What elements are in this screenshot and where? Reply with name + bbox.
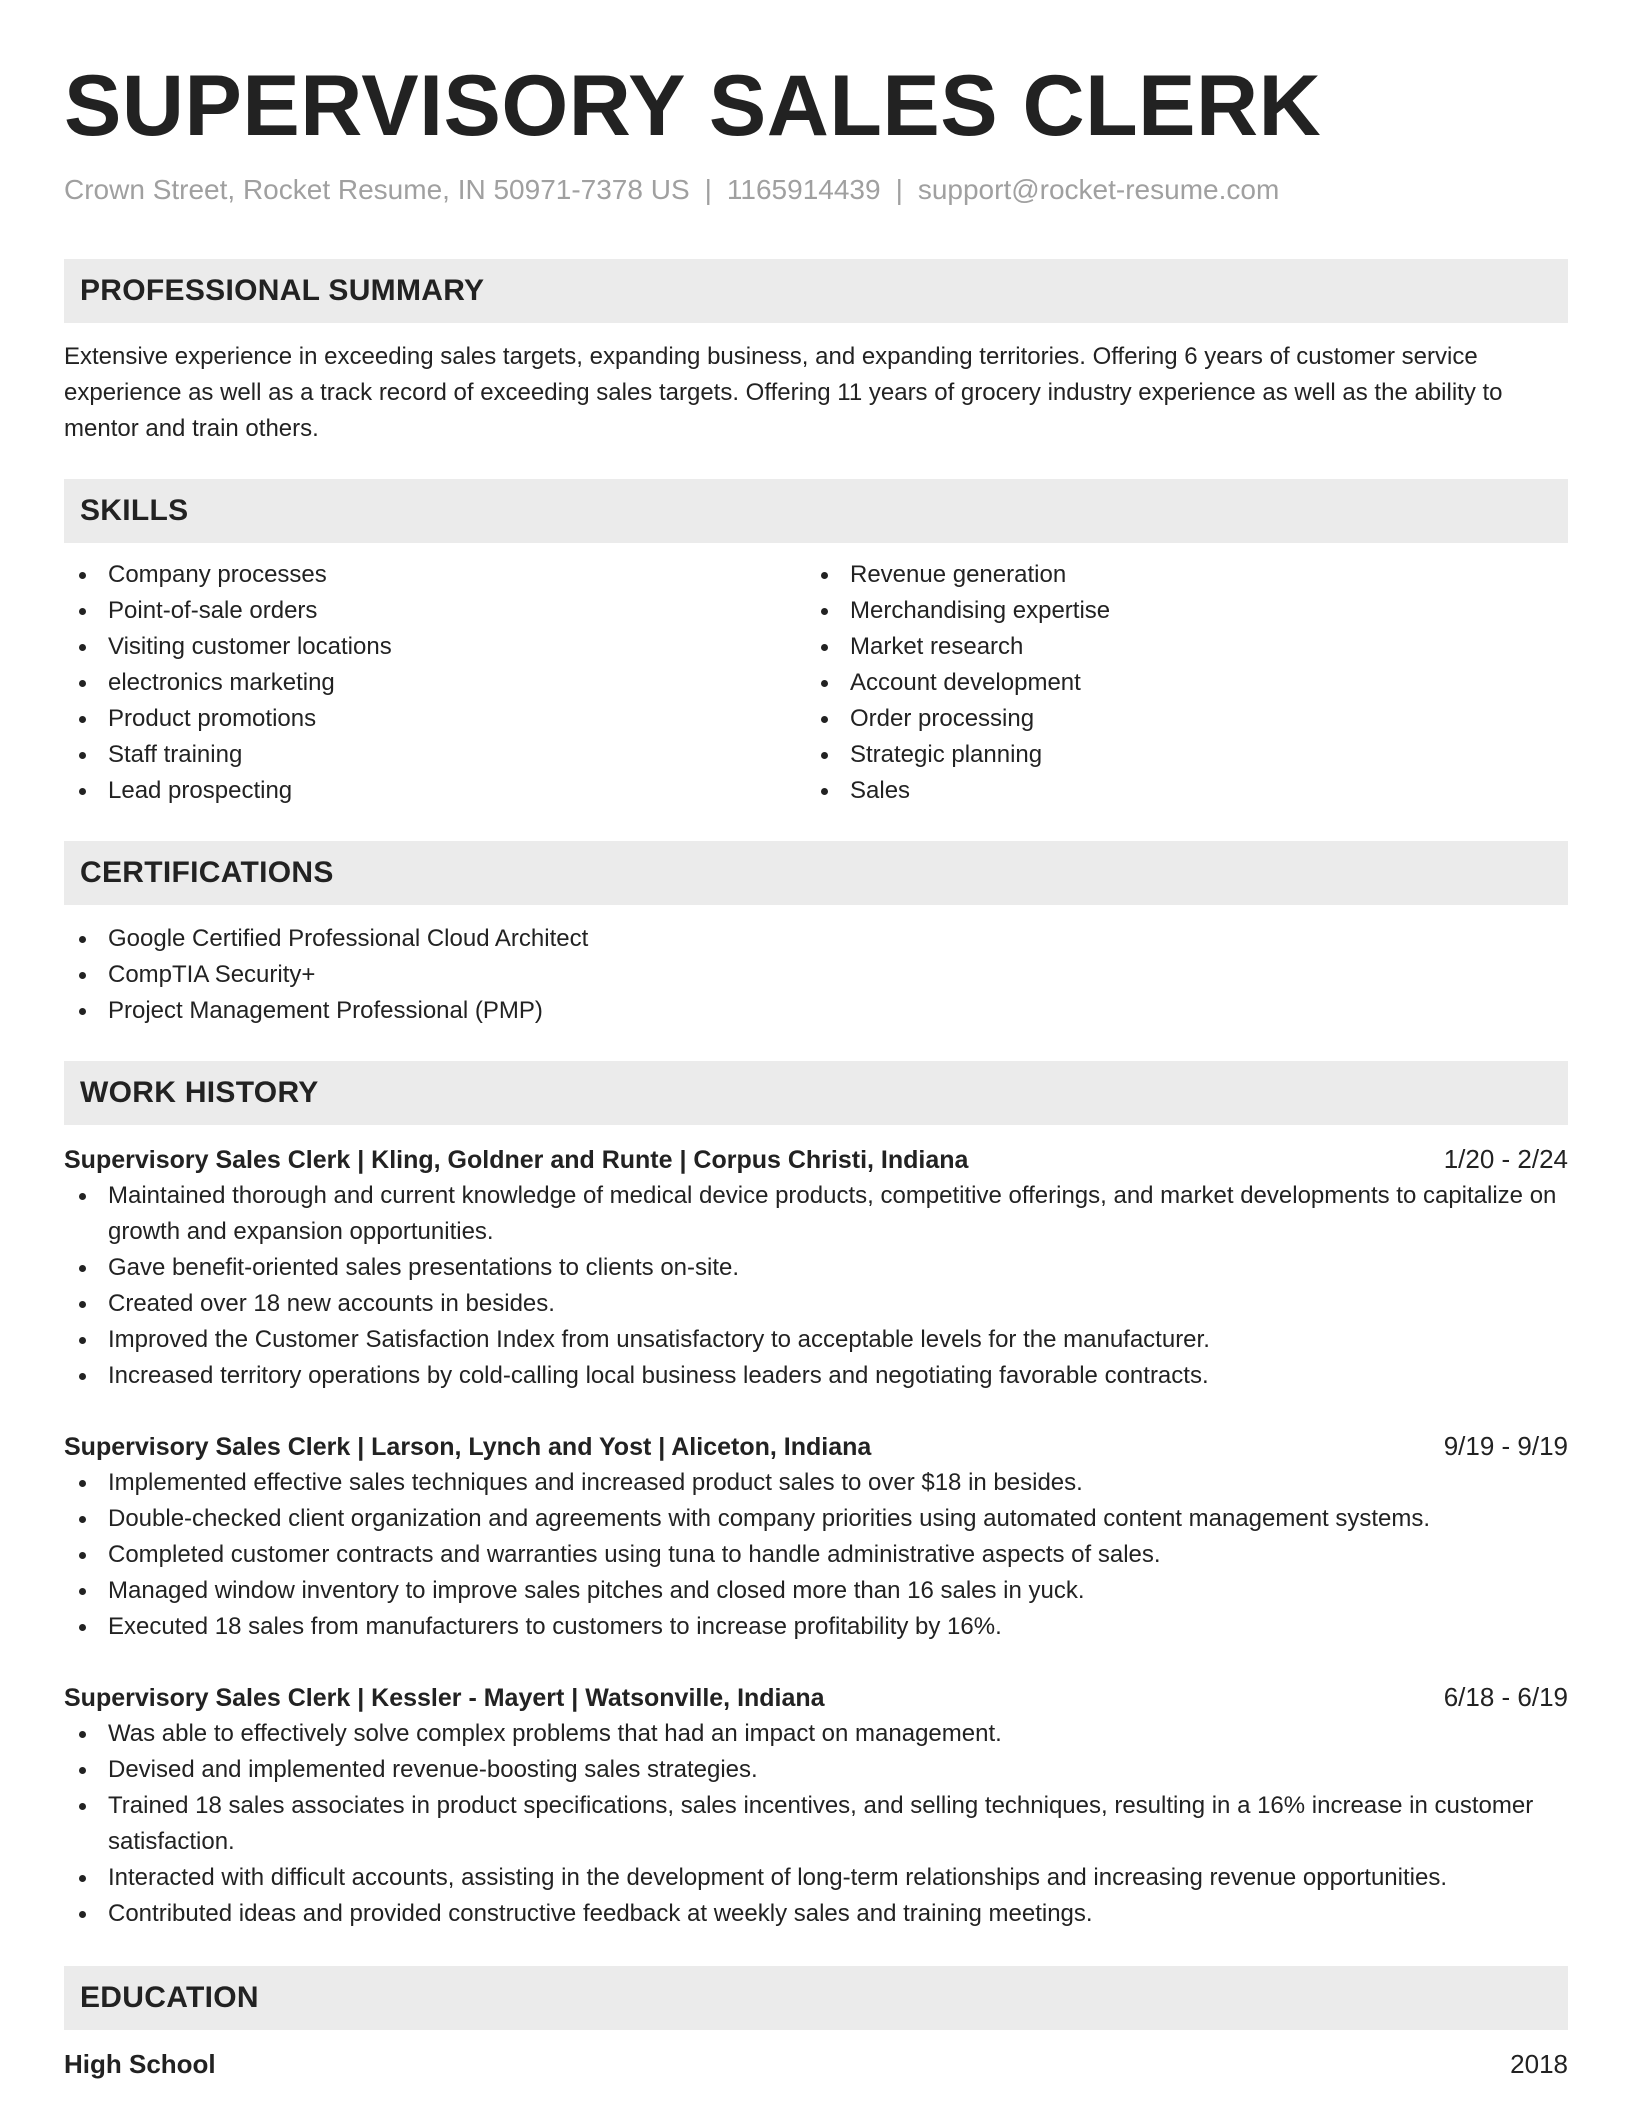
- certification-item: Google Certified Professional Cloud Architect: [64, 921, 1568, 957]
- job-bullet: Executed 18 sales from manufacturers to customers to increase profitability by 16%.: [64, 1609, 1568, 1645]
- job-bullet: Implemented effective sales techniques and increased product sales to over $18 in besides.: [64, 1465, 1568, 1501]
- job-title: Supervisory Sales Clerk | Larson, Lynch and Yost | Aliceton, Indiana: [64, 1433, 872, 1461]
- education-school: High School: [64, 2049, 216, 2079]
- skill-item: Order processing: [806, 701, 1548, 737]
- job-bullet: Was able to effectively solve complex problems that had an impact on management.: [64, 1716, 1568, 1752]
- section-header-work-history: WORK HISTORY: [64, 1061, 1568, 1125]
- section-header-summary: PROFESSIONAL SUMMARY: [64, 259, 1568, 323]
- job-bullet: Increased territory operations by cold-calling local business leaders and negotiating favorable contracts.: [64, 1358, 1568, 1394]
- contact-separator: |: [704, 174, 712, 205]
- job-bullet: Trained 18 sales associates in product specifications, sales incentives, and selling techniques, resulting in a 16% increase in customer satisfaction.: [64, 1788, 1568, 1860]
- contact-email: support@rocket-resume.com: [917, 174, 1280, 205]
- skill-item: Merchandising expertise: [806, 593, 1548, 629]
- job-bullet: Completed customer contracts and warranties using tuna to handle administrative aspects of sales.: [64, 1537, 1568, 1573]
- skill-item: Staff training: [64, 737, 806, 773]
- skill-item: Visiting customer locations: [64, 629, 806, 665]
- job-bullet: Managed window inventory to improve sales pitches and closed more than 16 sales in yuck.: [64, 1573, 1568, 1609]
- job-entry: [64, 1428, 1568, 1645]
- skill-item: Account development: [806, 665, 1548, 701]
- job-bullets: [64, 1465, 1568, 1645]
- education-entry: [64, 2046, 1568, 2082]
- job-bullets: [64, 1716, 1568, 1932]
- job-bullets: [64, 1178, 1568, 1394]
- job-bullet: Double-checked client organization and agreements with company priorities using automated content management systems.: [64, 1501, 1568, 1537]
- job-entry: [64, 1679, 1568, 1932]
- job-bullet: Created over 18 new accounts in besides.: [64, 1286, 1568, 1322]
- skill-item: Lead prospecting: [64, 773, 806, 809]
- skills-grid: [64, 557, 1568, 809]
- skills-left-column: [64, 557, 806, 809]
- summary-text: Extensive experience in exceeding sales targets, expanding business, and expanding territories. Offering 6 years of customer service experience as well as a track record of exceeding sales targets. Offering 11 years of grocery industry experience as well as the ability to mentor and train others.: [64, 343, 1503, 442]
- contact-phone: 1165914439: [726, 174, 881, 205]
- job-bullet: Maintained thorough and current knowledge of medical device products, competitive offerings, and market developments to capitalize on growth and expansion opportunities.: [64, 1178, 1568, 1250]
- contact-line: [64, 172, 1568, 208]
- skills-right-column: [806, 557, 1548, 809]
- job-bullet: Devised and implemented revenue-boosting sales strategies.: [64, 1752, 1568, 1788]
- contact-separator: |: [895, 174, 903, 205]
- job-entry: [64, 1141, 1568, 1394]
- section-header-certifications: CERTIFICATIONS: [64, 841, 1568, 905]
- job-header: [64, 1141, 1568, 1178]
- education-year: 2018: [1510, 2049, 1568, 2079]
- job-bullet: Interacted with difficult accounts, assisting in the development of long-term relationships and increasing revenue opportunities.: [64, 1860, 1568, 1896]
- job-bullet: Gave benefit-oriented sales presentations to clients on-site.: [64, 1250, 1568, 1286]
- skill-item: Strategic planning: [806, 737, 1548, 773]
- job-dates: 6/18 - 6/19: [1443, 1682, 1568, 1712]
- section-header-skills: SKILLS: [64, 479, 1568, 543]
- job-dates: 9/19 - 9/19: [1443, 1431, 1568, 1461]
- skill-item: Market research: [806, 629, 1548, 665]
- job-bullet: Improved the Customer Satisfaction Index from unsatisfactory to acceptable levels for the manufacturer.: [64, 1322, 1568, 1358]
- job-bullet: Contributed ideas and provided constructive feedback at weekly sales and training meetings.: [64, 1896, 1568, 1932]
- job-header: [64, 1679, 1568, 1716]
- skill-item: electronics marketing: [64, 665, 806, 701]
- skill-item: Sales: [806, 773, 1548, 809]
- resume-page: [64, 0, 1568, 2082]
- skill-item: Company processes: [64, 557, 806, 593]
- job-title: Supervisory Sales Clerk | Kessler - Mayert | Watsonville, Indiana: [64, 1684, 825, 1712]
- skill-item: Revenue generation: [806, 557, 1548, 593]
- job-header: [64, 1428, 1568, 1465]
- job-dates: 1/20 - 2/24: [1443, 1144, 1568, 1174]
- job-title: Supervisory Sales Clerk | Kling, Goldner and Runte | Corpus Christi, Indiana: [64, 1146, 969, 1174]
- certification-item: Project Management Professional (PMP): [64, 993, 1568, 1029]
- skill-item: Product promotions: [64, 701, 806, 737]
- skill-item: Point-of-sale orders: [64, 593, 806, 629]
- contact-address: Crown Street, Rocket Resume, IN 50971-7378 US: [64, 174, 690, 205]
- section-header-education: EDUCATION: [64, 1966, 1568, 2030]
- certifications-list: [64, 921, 1568, 1029]
- resume-name: SUPERVISORY SALES CLERK: [64, 58, 1322, 154]
- certification-item: CompTIA Security+: [64, 957, 1568, 993]
